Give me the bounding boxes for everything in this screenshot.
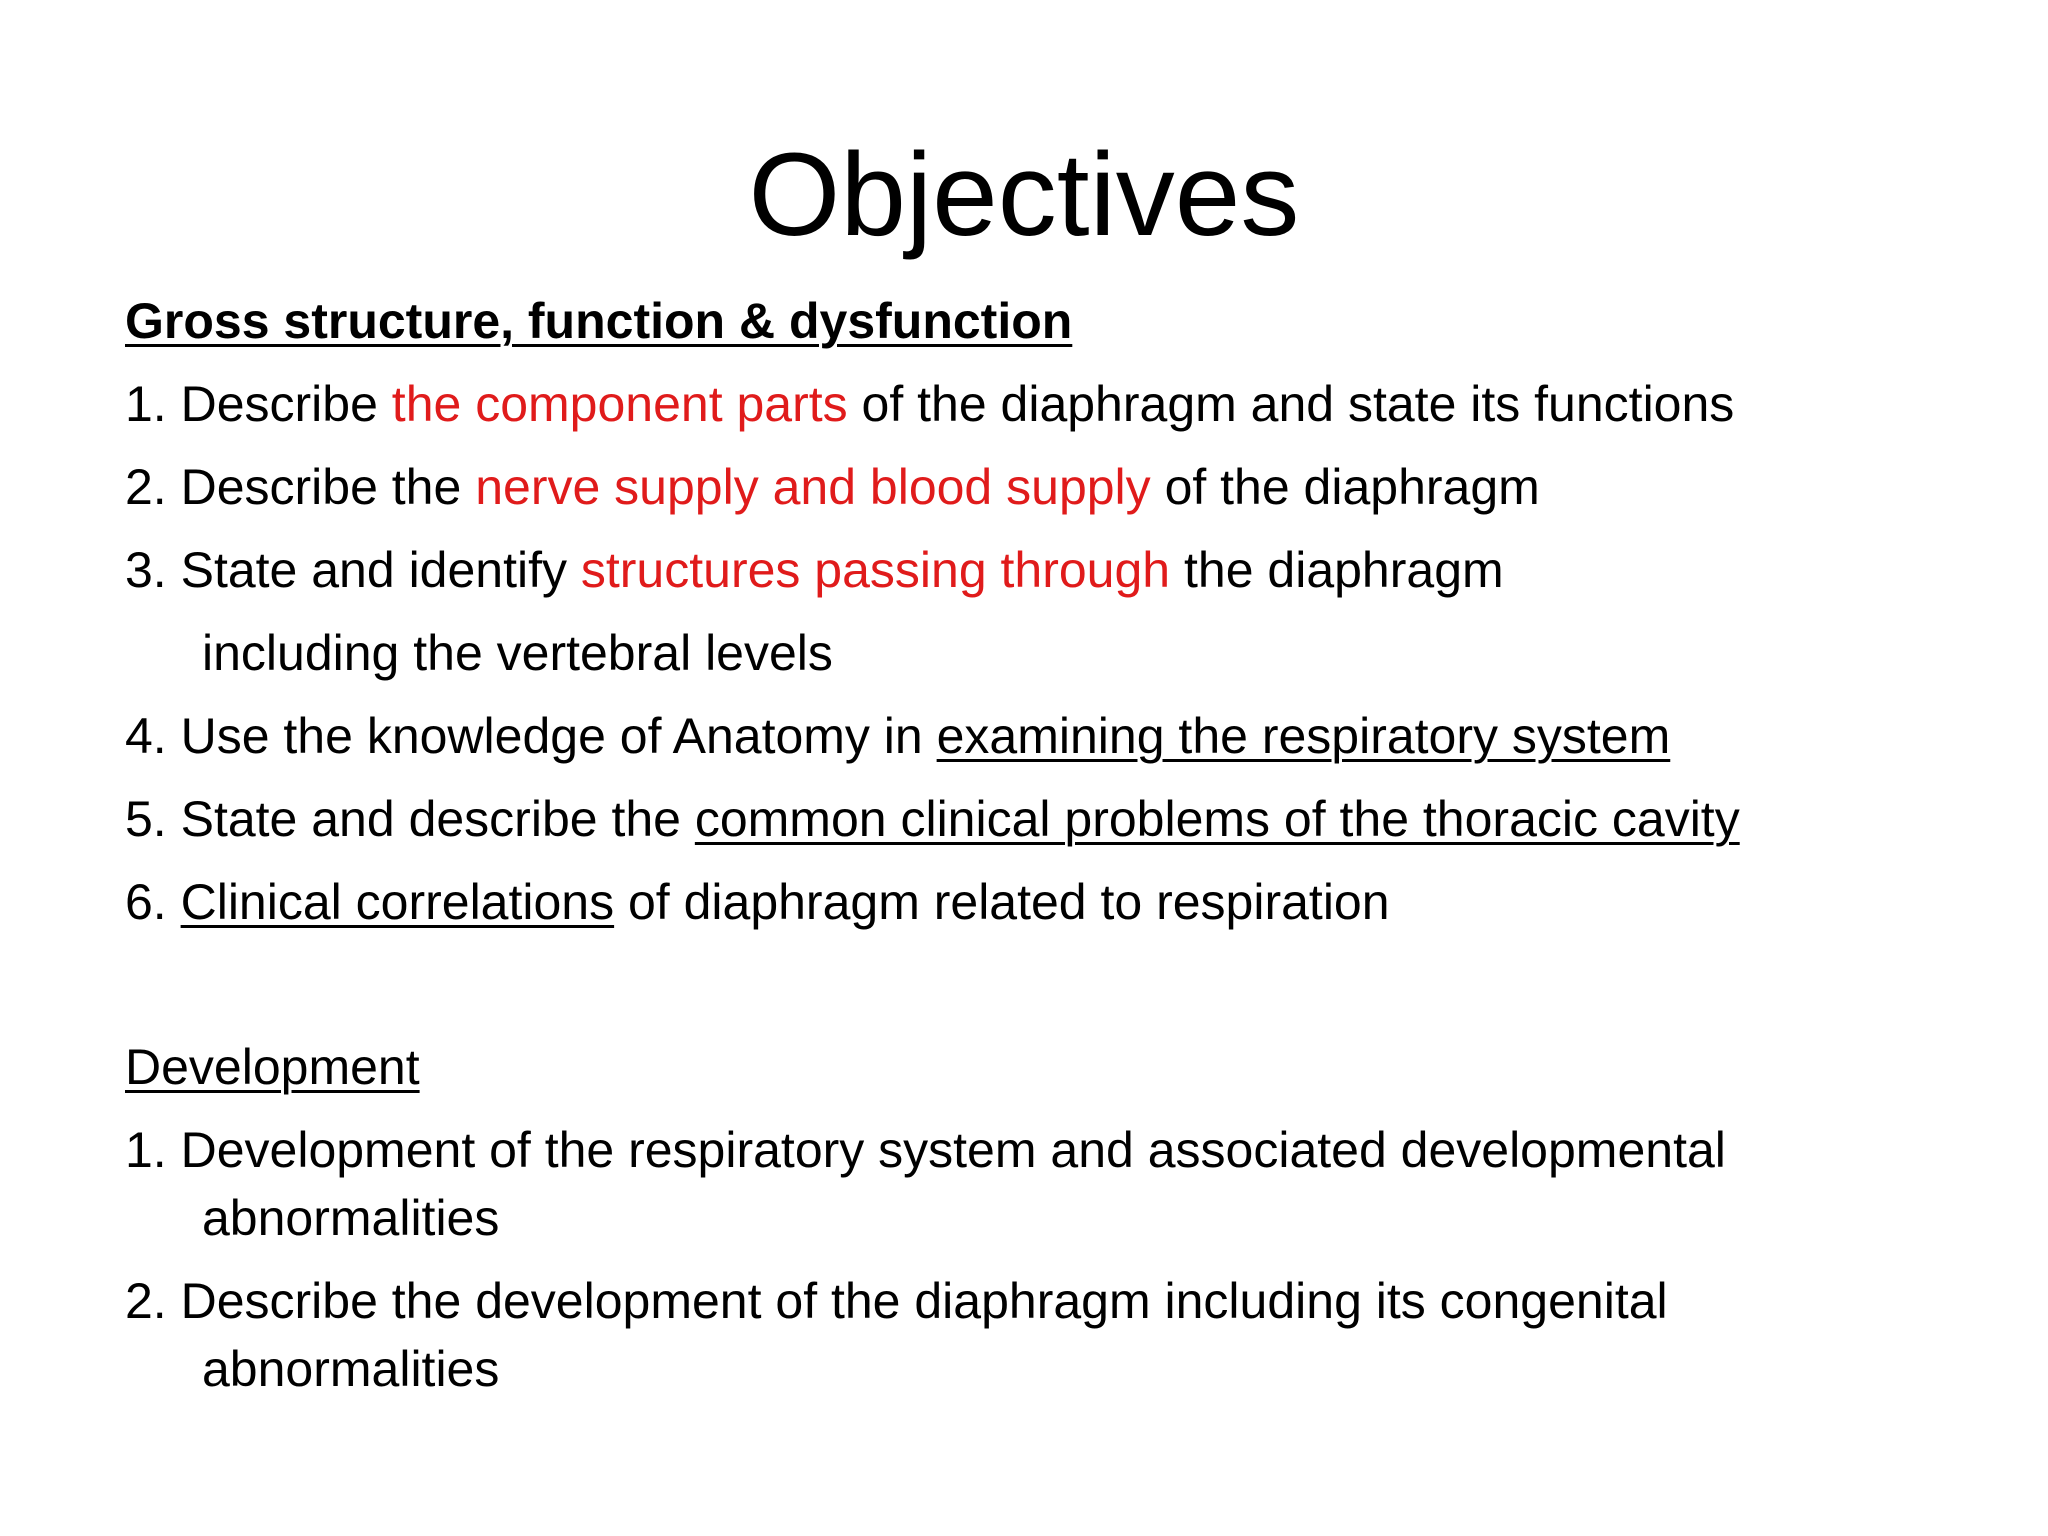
development-item-2-continuation <box>202 1338 499 1400</box>
item-text: Describe the development of the diaphragm including its congenital <box>180 1273 1668 1329</box>
item-underlined: common clinical problems of the thoracic cavity <box>694 791 1740 847</box>
item-text: of diaphragm related to respiration <box>614 874 1390 930</box>
item-number: 3. <box>125 542 167 598</box>
gross-heading-text: Gross structure, function & dysfunction <box>125 293 1073 349</box>
objective-item-6 <box>125 871 1390 933</box>
item-highlight: the component parts <box>391 376 848 432</box>
item-highlight: structures passing through <box>580 542 1171 598</box>
objective-item-3 <box>125 539 1504 601</box>
item-text: of the diaphragm and state its functions <box>847 376 1735 432</box>
item-number: 4. <box>125 708 167 764</box>
item-text: including the vertebral levels <box>202 625 833 681</box>
item-underlined: Clinical correlations <box>180 874 615 930</box>
slide-title: Objectives <box>748 129 1300 261</box>
item-underlined: examining the respiratory system <box>936 708 1671 764</box>
objective-item-1 <box>125 373 1734 435</box>
item-number: 6. <box>125 874 167 930</box>
item-number: 2. <box>125 1273 167 1329</box>
item-text: Describe the <box>180 459 476 515</box>
development-item-1-continuation <box>202 1187 499 1249</box>
objective-item-2 <box>125 456 1540 518</box>
item-text: abnormalities <box>202 1190 500 1246</box>
item-text: Describe <box>180 376 392 432</box>
item-highlight: nerve supply and blood supply <box>475 459 1151 515</box>
item-number: 2. <box>125 459 167 515</box>
development-heading-text: Development <box>125 1039 420 1095</box>
section-heading-development <box>125 1036 420 1098</box>
item-text: the diaphragm <box>1170 542 1504 598</box>
objective-item-5 <box>125 788 1740 850</box>
item-number: 5. <box>125 791 167 847</box>
item-text: State and identify <box>180 542 581 598</box>
item-number: 1. <box>125 1122 167 1178</box>
item-text: abnormalities <box>202 1341 500 1397</box>
item-text: Use the knowledge of Anatomy in <box>180 708 937 764</box>
section-heading-gross <box>125 290 1072 352</box>
objective-item-3-continuation <box>202 622 833 684</box>
development-item-1 <box>125 1119 1726 1181</box>
item-text: Development of the respiratory system and associated developmental <box>180 1122 1726 1178</box>
item-text: State and describe the <box>180 791 695 847</box>
objective-item-4 <box>125 705 1670 767</box>
item-number: 1. <box>125 376 167 432</box>
item-text: of the diaphragm <box>1150 459 1540 515</box>
development-item-2 <box>125 1270 1668 1332</box>
